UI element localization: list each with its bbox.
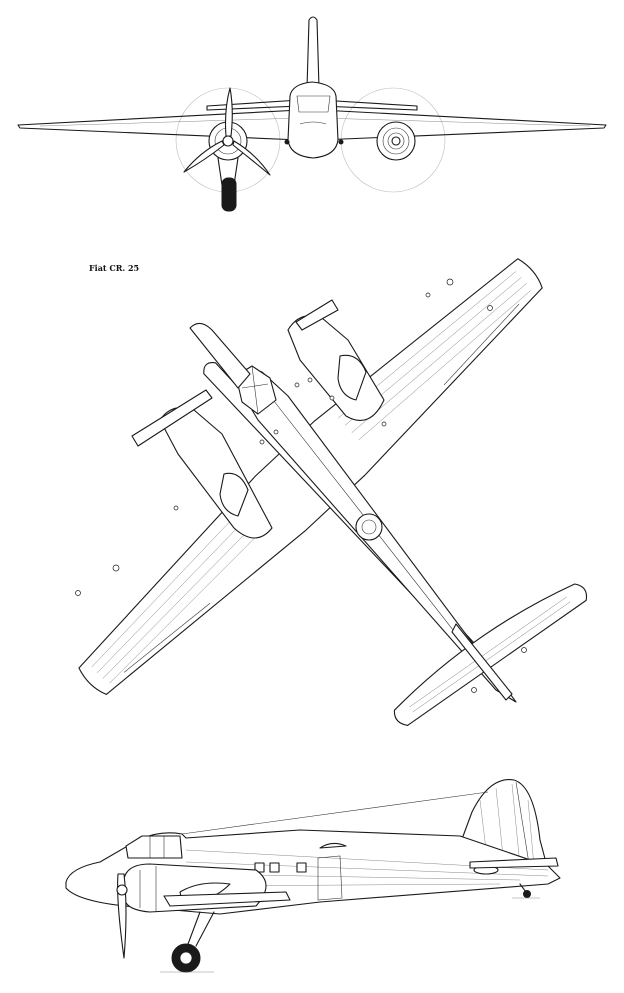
side-spinner	[117, 885, 127, 895]
front-fin	[307, 17, 319, 88]
front-view	[18, 17, 606, 211]
left-main-wheel	[222, 178, 236, 211]
right-spinner	[392, 137, 400, 145]
front-fuselage	[288, 82, 338, 158]
side-cockpit-glazing	[126, 836, 182, 858]
left-prop-blade-1	[226, 88, 233, 136]
left-spinner	[223, 136, 233, 146]
plan-view	[0, 158, 624, 865]
side-aerial-wire	[182, 792, 488, 834]
side-window-2	[270, 863, 279, 872]
plan-fuselage-roundel	[356, 514, 382, 540]
side-tail-wheel	[524, 891, 531, 898]
aircraft-caption: Fiat CR. 25	[89, 263, 140, 273]
side-view	[66, 780, 560, 972]
side-window-3	[297, 863, 306, 872]
side-main-gear-leg	[188, 912, 214, 946]
